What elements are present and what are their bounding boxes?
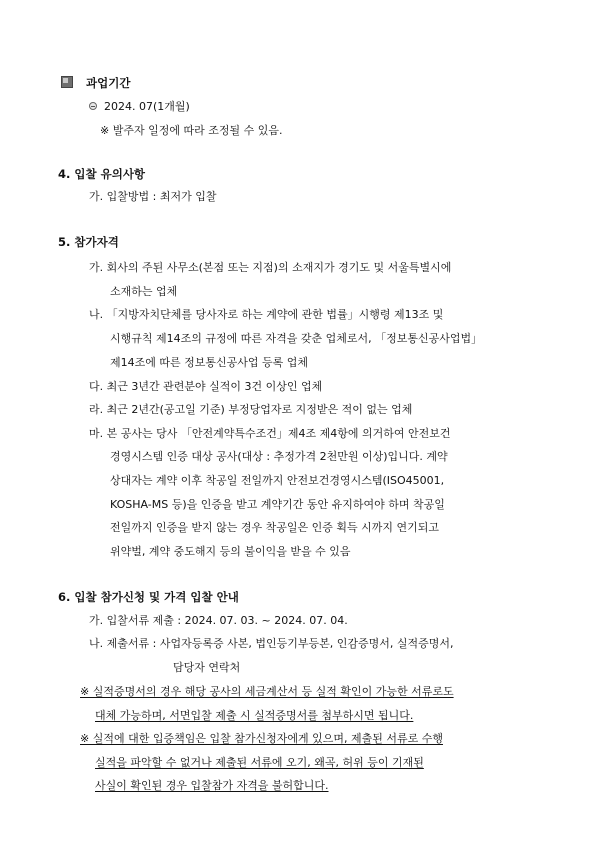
schedule-date: 2024. 07(1개월) <box>104 100 190 113</box>
section6-note: 사실이 확인된 경우 입찰참가 자격을 불허합니다. <box>95 779 329 792</box>
circle-bullet-icon <box>89 102 97 110</box>
section6-note: ※ 실적증명서의 경우 해당 공사의 세금계산서 등 실적 확인이 가능한 서류로도 <box>80 685 454 698</box>
section5-heading: 5. 참가자격 <box>58 235 119 249</box>
section5-line: 제14조에 따른 정보통신공사업 등록 업체 <box>110 356 308 369</box>
section5-line: 다. 최근 3년간 관련분야 실적이 3건 이상인 업체 <box>89 380 323 393</box>
section6-item-na: 나. 제출서류 : 사업자등록증 사본, 법인등기부등본, 인감증명서, 실적증명서, <box>89 637 454 650</box>
section6-note: ※ 실적에 대한 입증책임은 입찰 참가신청자에게 있으며, 제출된 서류로 수행 <box>80 732 443 745</box>
section5-line: KOSHA-MS 등)을 인증을 받고 계약기간 동안 유지하여야 하며 착공일 <box>110 498 445 511</box>
square-bullet-icon <box>61 76 73 88</box>
section6-note: 실적을 파악할 수 없거나 제출된 서류에 오기, 왜곡, 허위 등이 기재된 <box>95 756 424 769</box>
section5-line: 소재하는 업체 <box>110 285 178 298</box>
section5-line: 경영시스템 인증 대상 공사(대상 : 추정가격 2천만원 이상)입니다. 계약 <box>110 450 448 463</box>
schedule-heading: 과업기간 <box>86 76 131 90</box>
section6-item-na-cont: 담당자 연락처 <box>173 661 241 674</box>
section4-item-ga: 가. 입찰방법 : 최저가 입찰 <box>89 190 217 203</box>
section5-line: 가. 회사의 주된 사무소(본점 또는 지점)의 소재지가 경기도 및 서울특별시에 <box>89 261 452 274</box>
section6-heading: 6. 입찰 참가신청 및 가격 입찰 안내 <box>58 590 239 604</box>
section5-line: 위약벌, 계약 중도해지 등의 불이익을 받을 수 있음 <box>110 545 351 558</box>
section5-line: 전일까지 인증을 받지 않는 경우 착공일은 인증 획득 시까지 연기되고 <box>110 521 439 534</box>
section4-heading: 4. 입찰 유의사항 <box>58 167 146 181</box>
section5-line: 라. 최근 2년간(공고일 기준) 부정당업자로 지정받은 적이 없는 업체 <box>89 403 413 416</box>
schedule-note: ※ 발주자 일정에 따라 조정될 수 있음. <box>100 124 283 137</box>
section5-line: 상대자는 계약 이후 착공일 전일까지 안전보건경영시스템(ISO45001, <box>110 474 445 487</box>
section6-item-ga: 가. 입찰서류 제출 : 2024. 07. 03. ~ 2024. 07. 04. <box>89 614 348 627</box>
section5-line: 시행규칙 제14조의 규정에 따른 자격을 갖춘 업체로서, 「정보통신공사업법」 <box>110 332 483 345</box>
section5-line: 나. 「지방자치단체를 당사자로 하는 계약에 관한 법률」시행령 제13조 및 <box>89 308 444 321</box>
section6-note: 대체 가능하며, 서면입찰 제출 시 실적증명서를 첨부하시면 됩니다. <box>95 709 414 722</box>
section5-line: 마. 본 공사는 당사 「안전계약특수조건」제4조 제4항에 의거하여 안전보건 <box>89 427 451 440</box>
